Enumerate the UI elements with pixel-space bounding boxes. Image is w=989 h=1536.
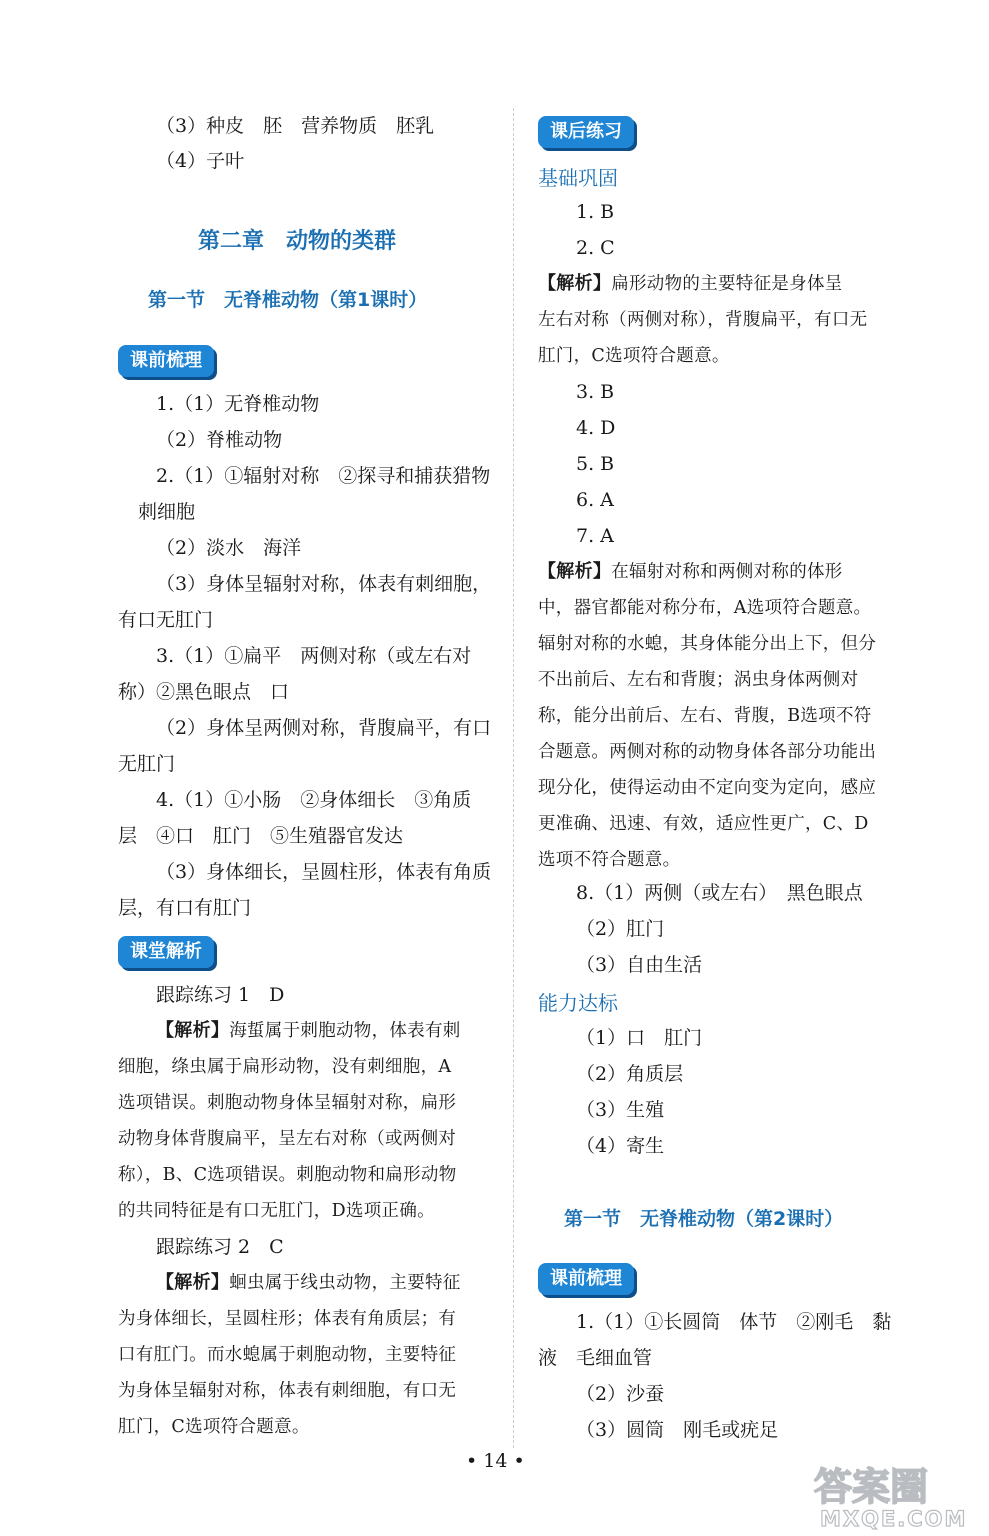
analysis-line: 动物身体背腹扁平，呈左右对称（或两侧对 xyxy=(118,1129,457,1149)
answer-line: （3）生殖 xyxy=(576,1099,665,1121)
answer-line: （2）身体呈两侧对称，背腹扁平，有口 xyxy=(156,717,492,739)
answer-line: 2. C xyxy=(576,237,615,259)
analysis-line: 辐射对称的水螅，其身体能分出上下，但分 xyxy=(538,634,877,654)
answer-line: （1）口 肛门 xyxy=(576,1027,703,1049)
analysis-line: 肛门，C选项符合题意。 xyxy=(538,346,730,366)
analysis-line: 称，能分出前后、左右、背腹，B选项不符 xyxy=(538,706,872,726)
analysis-line: 肛门，C选项符合题意。 xyxy=(118,1417,310,1437)
analysis-label: 【解析】 xyxy=(156,1020,230,1041)
answer-line: 1.（1）无脊椎动物 xyxy=(156,393,320,415)
analysis-line: 选项不符合题意。 xyxy=(538,850,681,870)
chapter-title: 第二章 动物的类群 xyxy=(198,229,397,254)
answer-line: 称）②黑色眼点 口 xyxy=(118,681,290,703)
analysis-line: 合题意。两侧对称的动物身体各部分功能出 xyxy=(538,742,877,762)
answer-line: （4）子叶 xyxy=(156,150,245,172)
track-label: 跟踪练习 2 C xyxy=(156,1236,284,1258)
subheading-basic: 基础巩固 xyxy=(538,166,618,190)
section-title: 第一节 无脊椎动物（第1课时） xyxy=(148,289,428,311)
answer-line: 2.（1）①辐射对称 ②探寻和捕获猎物 xyxy=(156,465,491,487)
answer-line: 1.（1）①长圆筒 体节 ②刚毛 黏 xyxy=(576,1311,892,1333)
answer-line: （3）圆筒 刚毛或疣足 xyxy=(576,1419,779,1441)
answer-line: 4.（1）①小肠 ②身体细长 ③角质 xyxy=(156,789,472,811)
analysis-line: 的共同特征是有口无肛门，D选项正确。 xyxy=(118,1201,435,1221)
answer-line: 层 ④口 肛门 ⑤生殖器官发达 xyxy=(118,825,404,847)
analysis-line: 更准确、迅速、有效，适应性更广，C、D xyxy=(538,814,869,834)
answer-line: （2）角质层 xyxy=(576,1063,684,1085)
answer-line: （3）身体细长，呈圆柱形，体表有角质 xyxy=(156,861,492,883)
analysis-line: 口有肛门。而水螅属于刺胞动物，主要特征 xyxy=(118,1345,457,1365)
analysis-line: 为身体呈辐射对称，体表有刺细胞，有口无 xyxy=(118,1381,457,1401)
badge-after-class: 课后练习 xyxy=(538,116,634,148)
analysis-line: 不出前后、左右和背腹；涡虫身体两侧对 xyxy=(538,670,859,690)
watermark-site: MXQE.COM xyxy=(820,1507,968,1531)
section-title-2: 第一节 无脊椎动物（第2课时） xyxy=(564,1208,844,1230)
answer-line: 8.（1）两侧（或左右） 黑色眼点 xyxy=(576,882,863,904)
page-number: • 14 • xyxy=(466,1450,525,1472)
answer-line: 7. A xyxy=(576,525,614,547)
watermark-logo xyxy=(808,1460,986,1532)
analysis-line: 中，器官都能对称分布，A选项符合题意。 xyxy=(538,598,872,618)
answer-line: （3）自由生活 xyxy=(576,954,703,976)
analysis-line: 为身体细长，呈圆柱形；体表有角质层；有 xyxy=(118,1309,457,1329)
answer-line: 3. B xyxy=(576,381,615,403)
answer-line: 6. A xyxy=(576,489,614,511)
analysis-label: 【解析】 xyxy=(538,561,612,582)
answer-line: 5. B xyxy=(576,453,615,475)
answer-line: （3）种皮 胚 营养物质 胚乳 xyxy=(156,115,435,137)
analysis-line: 【解析】在辐射对称和两侧对称的体形 xyxy=(538,561,843,582)
analysis-line: 细胞，绦虫属于扁形动物，没有刺细胞，A xyxy=(118,1057,452,1077)
analysis-line: 选项错误。刺胞动物身体呈辐射对称，扁形 xyxy=(118,1093,457,1113)
track-label: 跟踪练习 1 D xyxy=(156,984,285,1006)
answer-line: 无肛门 xyxy=(118,753,176,775)
answer-line: （2）沙蚕 xyxy=(576,1383,665,1405)
analysis-line: 【解析】蛔虫属于线虫动物，主要特征 xyxy=(156,1272,461,1293)
column-divider xyxy=(513,108,514,1448)
answer-line: （2）肛门 xyxy=(576,918,665,940)
analysis-line: 【解析】扁形动物的主要特征是身体呈 xyxy=(538,273,843,294)
analysis-label: 【解析】 xyxy=(156,1272,230,1293)
analysis-line: 左右对称（两侧对称），背腹扁平，有口无 xyxy=(538,310,868,330)
subheading-ability: 能力达标 xyxy=(538,991,618,1015)
analysis-label: 【解析】 xyxy=(538,273,612,294)
answer-line: 4. D xyxy=(576,417,616,439)
badge-class: 课堂解析 xyxy=(118,936,214,968)
answer-line: （2）脊椎动物 xyxy=(156,429,283,451)
analysis-line: 【解析】海蜇属于刺胞动物，体表有刺 xyxy=(156,1020,461,1041)
answer-line: 层，有口有肛门 xyxy=(118,897,252,919)
answer-line: 液 毛细血管 xyxy=(538,1347,653,1369)
answer-line: （2）淡水 海洋 xyxy=(156,537,302,559)
analysis-line: 称），B、C选项错误。刺胞动物和扁形动物 xyxy=(118,1165,457,1185)
badge-preview: 课前梳理 xyxy=(118,345,214,377)
badge-preview-2: 课前梳理 xyxy=(538,1263,634,1295)
answer-line: 有口无肛门 xyxy=(118,609,214,631)
watermark-text: 答案圈 xyxy=(814,1465,929,1509)
answer-line: 刺细胞 xyxy=(138,501,196,523)
answer-line: （4）寄生 xyxy=(576,1135,665,1157)
answer-line: 1. B xyxy=(576,201,615,223)
answer-line: （3）身体呈辐射对称，体表有刺细胞， xyxy=(156,573,492,595)
analysis-line: 现分化，使得运动由不定向变为定向，感应 xyxy=(538,778,877,798)
answer-line: 3.（1）①扁平 两侧对称（或左右对 xyxy=(156,645,472,667)
